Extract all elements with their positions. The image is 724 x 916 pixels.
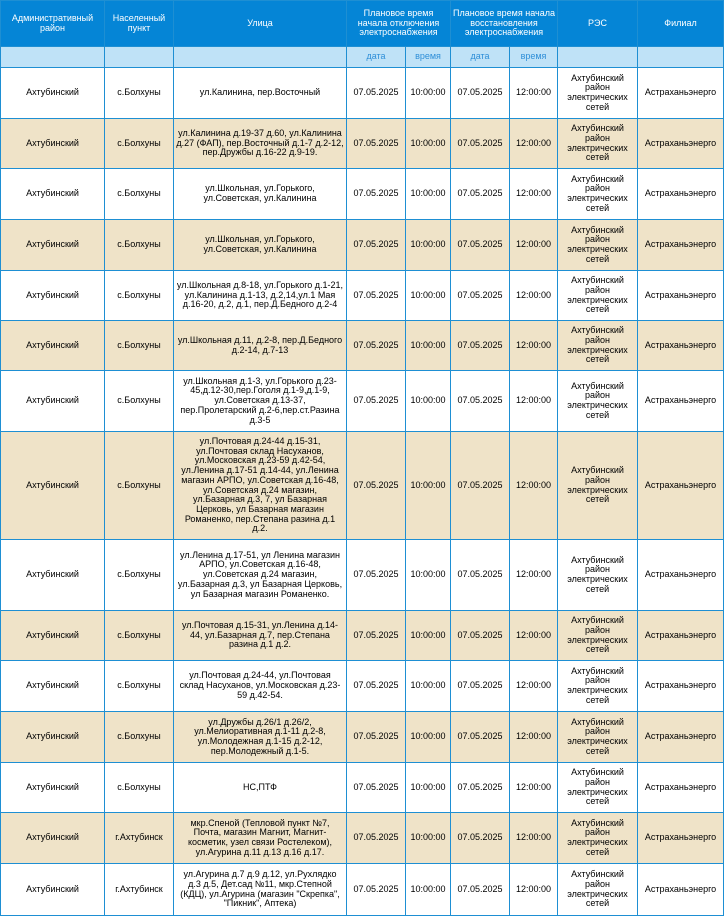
cell-off-date: 07.05.2025 [347,864,406,916]
cell-off-time: 10:00:00 [406,169,451,220]
cell-district: Ахтубинский [1,371,105,432]
cell-off-time: 10:00:00 [406,763,451,813]
header-locality: Населенный пункт [105,1,174,47]
cell-street: ул.Калинина, пер.Восточный [174,68,347,119]
table-row [1,712,724,763]
cell-district: Ахтубинский [1,540,105,611]
cell-on-date: 07.05.2025 [451,169,510,220]
cell-locality: с.Болхуны [105,220,174,271]
cell-on-date: 07.05.2025 [451,220,510,271]
cell-on-time: 12:00:00 [510,864,558,916]
cell-street: мкр.Спеной (Тепловой пункт №7, Почта, магазин Магнит, Магнит-косметик, узел связи Ростелеком), ул.Агурина д.11 д.13 д.16 д.17. [174,813,347,864]
cell-on-date: 07.05.2025 [451,432,510,540]
cell-on-time: 12:00:00 [510,321,558,371]
cell-off-date: 07.05.2025 [347,220,406,271]
cell-off-date: 07.05.2025 [347,813,406,864]
cell-branch: Астраханьэнерго [638,220,724,271]
cell-off-date: 07.05.2025 [347,271,406,321]
cell-district: Ахтубинский [1,220,105,271]
cell-locality: с.Болхуны [105,271,174,321]
subheader-blank [1,47,105,68]
cell-off-time: 10:00:00 [406,271,451,321]
table-row [1,763,724,813]
cell-district: Ахтубинский [1,119,105,169]
cell-street: ул.Почтовая д.24-44, ул.Почтовая склад Насуханов, ул.Московская д.23-59 д.42-54. [174,661,347,712]
table-row [1,813,724,864]
cell-street: ул.Школьная, ул.Горького, ул.Советская, ул.Калинина [174,169,347,220]
cell-on-time: 12:00:00 [510,813,558,864]
cell-off-time: 10:00:00 [406,540,451,611]
cell-on-time: 12:00:00 [510,271,558,321]
cell-locality: с.Болхуны [105,540,174,611]
cell-on-time: 12:00:00 [510,661,558,712]
cell-district: Ахтубинский [1,661,105,712]
table-row [1,864,724,916]
table-row [1,169,724,220]
cell-on-date: 07.05.2025 [451,611,510,661]
cell-locality: с.Болхуны [105,661,174,712]
cell-on-date: 07.05.2025 [451,813,510,864]
cell-off-date: 07.05.2025 [347,540,406,611]
cell-district: Ахтубинский [1,271,105,321]
table-row [1,220,724,271]
table-row [1,119,724,169]
table-row [1,68,724,119]
cell-res: Ахтубинский район электрических сетей [558,68,638,119]
table-row [1,321,724,371]
table-row [1,271,724,321]
cell-on-time: 12:00:00 [510,169,558,220]
cell-off-time: 10:00:00 [406,119,451,169]
subheader-off-date: дата [347,47,406,68]
cell-off-date: 07.05.2025 [347,712,406,763]
cell-street: ул.Агурина д.7 д.9 д.12, ул.Рухлядко д.3 д.5, Дет.сад №11, мкр.Степной (КДЦ), ул.Агурина (магазин "Скрепка", "Пикник", Аптека) [174,864,347,916]
cell-res: Ахтубинский район электрических сетей [558,864,638,916]
cell-res: Ахтубинский район электрических сетей [558,712,638,763]
cell-locality: с.Болхуны [105,169,174,220]
cell-on-date: 07.05.2025 [451,321,510,371]
cell-res: Ахтубинский район электрических сетей [558,611,638,661]
cell-off-time: 10:00:00 [406,321,451,371]
cell-off-date: 07.05.2025 [347,68,406,119]
cell-branch: Астраханьэнерго [638,763,724,813]
cell-district: Ахтубинский [1,321,105,371]
table-row [1,611,724,661]
cell-district: Ахтубинский [1,611,105,661]
cell-street: ул.Школьная д.1-3, ул.Горького д.23-45,д.12-30,пер.Гоголя д.1-9,д.1-9, ул.Советская д.13-37, пер.Пролетарский д.2-6,пер.ст.Разина д.3-5 [174,371,347,432]
cell-street: ул.Школьная д.11, д.2-8, пер.Д.Бедного д.2-14, д.7-13 [174,321,347,371]
cell-locality: с.Болхуны [105,119,174,169]
cell-street: ул.Школьная, ул.Горького, ул.Советская, ул.Калинина [174,220,347,271]
cell-branch: Астраханьэнерго [638,119,724,169]
cell-district: Ахтубинский [1,169,105,220]
cell-street: ул.Почтовая д.24-44 д.15-31, ул.Почтовая склад Насуханов, ул.Московская д.23-59 д.42-54, ул.Ленина д.17-51 д.14-44, ул.Ленина магазин АРПО, ул.Советская д.16-48, ул.Советская д.24 магазин, ул.Базарная д.3, 7, ул Базарная Церковь, ул Базарная магазин Романенко, пер.Степана разина д.1 д.2. [174,432,347,540]
subheader-blank [558,47,638,68]
subheader-blank [105,47,174,68]
cell-res: Ахтубинский район электрических сетей [558,371,638,432]
cell-street: ул.Почтовая д.15-31, ул.Ленина д.14-44, ул.Базарная д.7, пер.Степана разина д.1 д.2. [174,611,347,661]
cell-branch: Астраханьэнерго [638,68,724,119]
cell-district: Ахтубинский [1,864,105,916]
header-planned-on: Плановое время начала восстановления электроснабжения [451,1,558,47]
cell-res: Ахтубинский район электрических сетей [558,661,638,712]
cell-locality: г.Ахтубинск [105,864,174,916]
subheader-on-date: дата [451,47,510,68]
cell-locality: с.Болхуны [105,611,174,661]
cell-res: Ахтубинский район электрических сетей [558,763,638,813]
cell-locality: с.Болхуны [105,68,174,119]
cell-off-time: 10:00:00 [406,864,451,916]
cell-off-date: 07.05.2025 [347,371,406,432]
cell-off-time: 10:00:00 [406,712,451,763]
cell-on-date: 07.05.2025 [451,540,510,611]
cell-on-date: 07.05.2025 [451,371,510,432]
cell-on-time: 12:00:00 [510,220,558,271]
cell-branch: Астраханьэнерго [638,864,724,916]
cell-branch: Астраханьэнерго [638,432,724,540]
cell-res: Ахтубинский район электрических сетей [558,321,638,371]
subheader-on-time: время [510,47,558,68]
table-row [1,432,724,540]
header-district: Административный район [1,1,105,47]
cell-off-time: 10:00:00 [406,611,451,661]
cell-off-date: 07.05.2025 [347,661,406,712]
cell-res: Ахтубинский район электрических сетей [558,540,638,611]
cell-locality: с.Болхуны [105,321,174,371]
header-planned-off: Плановое время начала отключения электроснабжения [347,1,451,47]
cell-res: Ахтубинский район электрических сетей [558,119,638,169]
cell-branch: Астраханьэнерго [638,540,724,611]
cell-off-date: 07.05.2025 [347,763,406,813]
cell-on-date: 07.05.2025 [451,68,510,119]
subheader-blank [638,47,724,68]
cell-branch: Астраханьэнерго [638,661,724,712]
cell-on-date: 07.05.2025 [451,712,510,763]
subheader-blank [174,47,347,68]
table-header [1,1,724,68]
cell-locality: с.Болхуны [105,432,174,540]
cell-street: НС,ПТФ [174,763,347,813]
cell-on-date: 07.05.2025 [451,661,510,712]
cell-branch: Астраханьэнерго [638,813,724,864]
cell-locality: с.Болхуны [105,371,174,432]
cell-off-date: 07.05.2025 [347,119,406,169]
cell-district: Ахтубинский [1,68,105,119]
cell-on-time: 12:00:00 [510,611,558,661]
cell-street: ул.Дружбы д.26/1 д.26/2, ул.Мелиоративная д.1-11 д.2-8, ул.Молодежная д.1-15 д.2-12, пер.Молодежный д.1-5. [174,712,347,763]
cell-off-time: 10:00:00 [406,371,451,432]
cell-district: Ахтубинский [1,712,105,763]
cell-on-date: 07.05.2025 [451,864,510,916]
cell-branch: Астраханьэнерго [638,321,724,371]
cell-off-time: 10:00:00 [406,68,451,119]
cell-branch: Астраханьэнерго [638,611,724,661]
header-branch: Филиал [638,1,724,47]
cell-off-time: 10:00:00 [406,813,451,864]
header-res: РЭС [558,1,638,47]
cell-on-date: 07.05.2025 [451,763,510,813]
table-row [1,371,724,432]
cell-on-date: 07.05.2025 [451,271,510,321]
cell-off-date: 07.05.2025 [347,321,406,371]
cell-on-time: 12:00:00 [510,432,558,540]
cell-branch: Астраханьэнерго [638,169,724,220]
cell-res: Ахтубинский район электрических сетей [558,271,638,321]
cell-locality: с.Болхуны [105,712,174,763]
cell-on-time: 12:00:00 [510,68,558,119]
cell-district: Ахтубинский [1,432,105,540]
cell-branch: Астраханьэнерго [638,712,724,763]
cell-on-time: 12:00:00 [510,540,558,611]
cell-res: Ахтубинский район электрических сетей [558,432,638,540]
cell-on-date: 07.05.2025 [451,119,510,169]
header-street: Улица [174,1,347,47]
cell-res: Ахтубинский район электрических сетей [558,220,638,271]
cell-off-date: 07.05.2025 [347,169,406,220]
cell-res: Ахтубинский район электрических сетей [558,813,638,864]
cell-street: ул.Ленина д.17-51, ул Ленина магазин АРПО, ул.Советская д.16-48, ул.Советская д.24 магазин, ул.Базарная д.3, ул Базарная Церковь, ул Базарная магазин Романенко. [174,540,347,611]
cell-district: Ахтубинский [1,763,105,813]
cell-on-time: 12:00:00 [510,119,558,169]
cell-on-time: 12:00:00 [510,712,558,763]
cell-street: ул.Школьная д.8-18, ул.Горького д.1-21, ул.Калинина д.1-13, д.2,14,ул.1 Мая д.16-20, д.2, д.1, пер.Д.Бедного д.2-4 [174,271,347,321]
cell-branch: Астраханьэнерго [638,271,724,321]
cell-on-time: 12:00:00 [510,371,558,432]
table-body [1,68,724,916]
cell-district: Ахтубинский [1,813,105,864]
cell-locality: с.Болхуны [105,763,174,813]
cell-off-time: 10:00:00 [406,432,451,540]
table-row [1,661,724,712]
cell-res: Ахтубинский район электрических сетей [558,169,638,220]
table-row [1,540,724,611]
cell-on-time: 12:00:00 [510,763,558,813]
cell-street: ул.Калинина д.19-37 д.60, ул.Калинина д.27 (ФАП), пер.Восточный д.1-7 д.2-12, пер.Дружбы д.16-22 д.9-19. [174,119,347,169]
cell-branch: Астраханьэнерго [638,371,724,432]
cell-off-time: 10:00:00 [406,220,451,271]
cell-off-time: 10:00:00 [406,661,451,712]
subheader-off-time: время [406,47,451,68]
cell-locality: г.Ахтубинск [105,813,174,864]
cell-off-date: 07.05.2025 [347,432,406,540]
cell-off-date: 07.05.2025 [347,611,406,661]
